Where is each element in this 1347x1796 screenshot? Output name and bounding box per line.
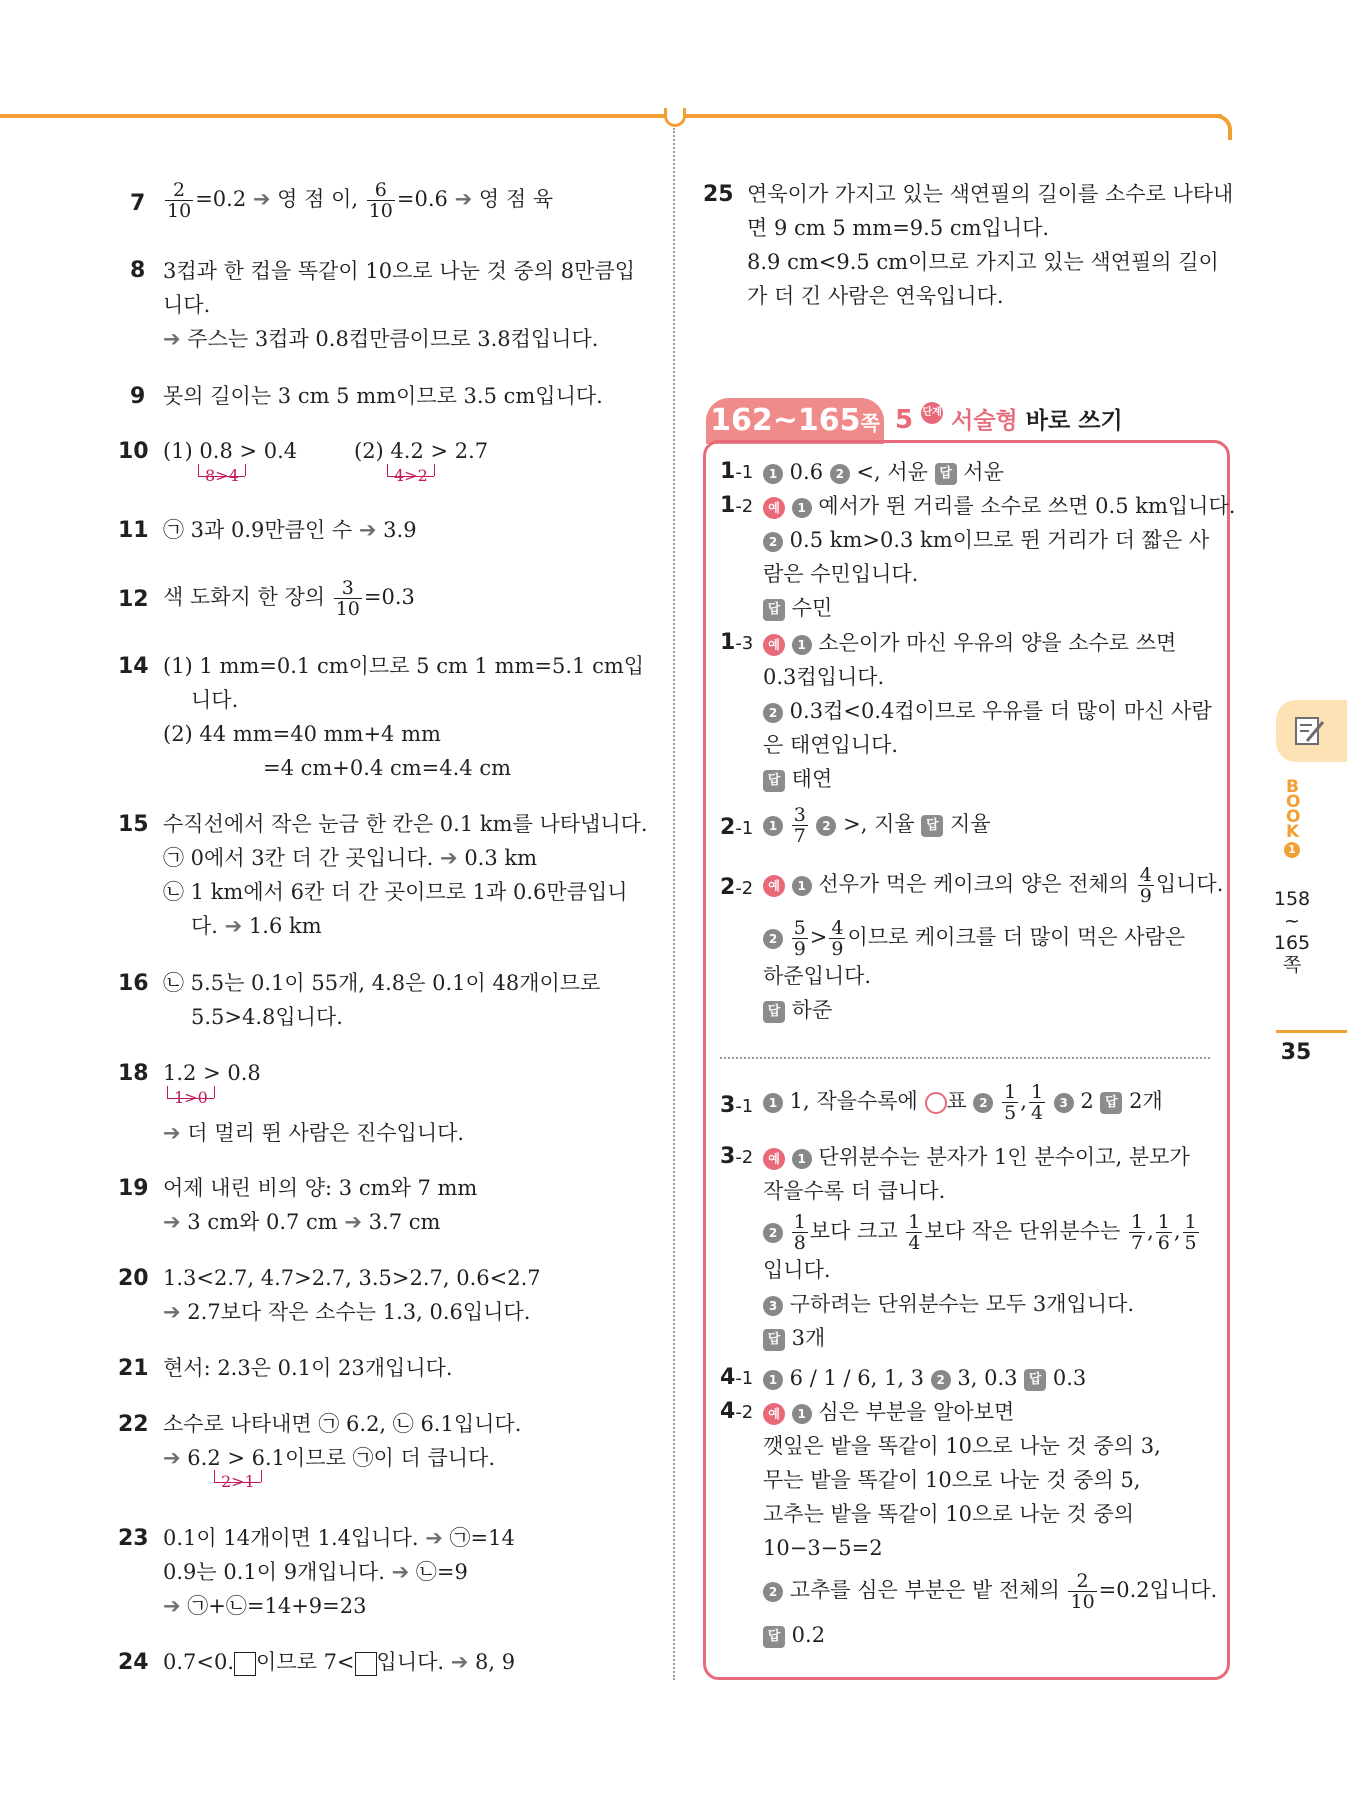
p1-1-number: 1-1: [720, 459, 754, 484]
p1-2-text: 예 1 예서가 뛴 거리를 소수로 쓰면 0.5 km입니다. 2 0.5 km>0.3 km이므로 뛴 거리가 더 짧은 사 람은 수민입니다. 답 수민: [763, 494, 1236, 620]
circle-mark-icon: [925, 1092, 947, 1114]
q11-number: 11: [118, 518, 149, 543]
p2-1-number: 2-1: [720, 815, 754, 840]
q10-part2: (2) 4.2 > 2.7: [354, 439, 489, 463]
p4-2-number: 4-2: [720, 1399, 754, 1424]
q24-number: 24: [118, 1650, 149, 1675]
q15-text: 수직선에서 작은 눈금 한 칸은 0.1 km를 나타냅니다. ㉠ 0에서 3칸 더 간 곳입니다. ➔ 0.3 km ㉡ 1 km에서 6칸 더 간 곳이므로 1과 0.6만큼입니 다. ➔ 1.6 km: [163, 812, 648, 938]
q22-number: 22: [118, 1412, 149, 1437]
q10-part1: (1) 0.8 > 0.4: [163, 439, 298, 463]
q18-compare: 1.2 > 0.8: [163, 1061, 261, 1085]
p4-2-text: 예 1 심은 부분을 알아보면 깻잎은 밭을 똑같이 10으로 나눈 것 중의 3, 무는 밭을 똑같이 10으로 나눈 것 중의 5, 고추는 밭을 똑같이 10으로 나눈 것 중의 10−3−5=2 2 고추를 심은 부분은 밭 전체의 $\frac{2}{10}$ =0.2입니다. 답 0.2: [763, 1400, 1218, 1647]
p1-3-number: 1-3: [720, 630, 754, 655]
page-number: 35: [1280, 1040, 1312, 1065]
top-border: [0, 114, 1222, 118]
book-label: BOOK 1: [1286, 777, 1301, 856]
q21-text: 현서: 2.3은 0.1이 23개입니다.: [163, 1356, 453, 1380]
q8-number: 8: [130, 258, 146, 283]
panel-divider: [720, 1057, 1210, 1059]
q10-under2: 4>2: [387, 464, 434, 477]
q20-number: 20: [118, 1266, 149, 1291]
side-divider: [1276, 1030, 1347, 1033]
q11-text: ㉠ 3과 0.9만큼인 수 ➔ 3.9: [163, 518, 417, 542]
q7-number: 7: [130, 191, 146, 216]
q14-number: 14: [118, 654, 149, 679]
section-tab: 162~165쪽: [706, 398, 884, 444]
q22-under: 2>1: [214, 1470, 261, 1483]
pencil-note-icon: [1293, 714, 1327, 748]
q19-text: 어제 내린 비의 양: 3 cm와 7 mm ➔ 3 cm와 0.7 cm ➔ 3.7 cm: [163, 1176, 478, 1234]
column-divider: [673, 128, 675, 1680]
q12-number: 12: [118, 587, 149, 612]
p3-2-number: 3-2: [720, 1144, 754, 1169]
q10-number: 10: [118, 439, 149, 464]
q24-text: 0.7<0. 이므로 7< 입니다. ➔ 8, 9: [163, 1650, 516, 1674]
q20-text: 1.3<2.7, 4.7>2.7, 3.5>2.7, 0.6<2.7 ➔ 2.7보다 작은 소수는 1.3, 0.6입니다.: [163, 1266, 541, 1324]
blank-box: [234, 1652, 256, 1676]
q8-text: 3컵과 한 컵을 똑같이 10으로 나눈 것 중의 8만큼입 니다. ➔ 주스는 3컵과 0.8컵만큼이므로 3.8컵입니다.: [163, 259, 635, 351]
top-notch: [664, 108, 686, 127]
q14-text: (1) 1 mm=0.1 cm이므로 5 cm 1 mm=5.1 cm입 니다. (2) 44 mm=40 mm+4 mm =4 cm+0.4 cm=4.4 cm: [163, 654, 645, 780]
p4-1-text: 1 6 / 1 / 6, 1, 3 2 3, 0.3 답 0.3: [763, 1361, 1086, 1395]
q7-text: $\frac{2}{10}$ =0.2 ➔ 영 점 이, $\frac{6}{10}$ =0.6 ➔ 영 점 육: [167, 179, 554, 222]
p2-1-text: 1 $\frac{3}{7}$ 2 >, 지율 답 지율: [763, 805, 991, 846]
q25-number: 25: [703, 182, 734, 207]
side-tab: [1276, 700, 1347, 762]
q9-number: 9: [130, 384, 146, 409]
q23-number: 23: [118, 1526, 149, 1551]
q16-number: 16: [118, 971, 149, 996]
p2-2-text: 예 1 선우가 먹은 케이크의 양은 전체의 $\frac{4}{9}$ 입니다. 2 $\frac{5}{9}$ > $\frac{4}{9}$ 이므로 케이크를 더 많이 먹은 사람은 하준입니다. 답 하준: [763, 864, 1224, 1022]
q19-number: 19: [118, 1176, 149, 1201]
p2-2-number: 2-2: [720, 875, 754, 900]
p4-1-number: 4-1: [720, 1365, 754, 1390]
q18-number: 18: [118, 1061, 149, 1086]
q22-text: 소수로 나타내면 ㉠ 6.2, ㉡ 6.1입니다. ➔ 6.2 > 6.1이므로 ㉠이 더 큽니다.: [163, 1412, 522, 1470]
p1-1-text: 1 0.6 2 <, 서윤 답 서윤: [763, 455, 1004, 489]
page-range: 158 ~ 165 쪽: [1273, 888, 1311, 976]
q25-text: 연욱이가 가지고 있는 색연필의 길이를 소수로 나타내 면 9 cm 5 mm=9.5 cm입니다. 8.9 cm<9.5 cm이므로 가지고 있는 색연필의 길이 가 더 긴 사람은 연욱입니다.: [747, 182, 1234, 308]
step-label: 단계: [921, 402, 943, 424]
q21-number: 21: [118, 1356, 149, 1381]
p3-2-text: 예 1 단위분수는 분자가 1인 분수이고, 분모가 작을수록 더 큽니다. 2 $\frac{1}{8}$ 보다 크고 $\frac{1}{4}$ 보다 작은 단위분수는 $\frac{1}{7}$ , $\frac{1}{6}$ , $\frac{1}{5}$ 입니다. 3 구하려는 단위분수는 모두 3개입니다. 답 3개: [763, 1145, 1197, 1350]
q15-number: 15: [118, 812, 149, 837]
section-heading: 5 단계 서술형 바로 쓰기: [895, 402, 1123, 439]
q10-under1: 8>4: [198, 464, 245, 477]
step-icon: 5: [895, 405, 914, 435]
p1-2-number: 1-2: [720, 493, 754, 518]
p3-1-number: 3-1: [720, 1093, 754, 1118]
blank-box: [355, 1652, 377, 1676]
q12-text: 색 도화지 한 장의 $\frac{3}{10}$ =0.3: [163, 577, 415, 620]
top-border-corner: [1210, 114, 1232, 140]
q23-text: 0.1이 14개이면 1.4입니다. ➔ ㉠=14 0.9는 0.1이 9개입니다. ➔ ㉡=9 ➔ ㉠+㉡=14+9=23: [163, 1526, 515, 1618]
q18-answer: ➔ 더 멀리 뛴 사람은 진수입니다.: [163, 1121, 465, 1145]
q18-under: 1>0: [167, 1086, 214, 1099]
q9-text: 못의 길이는 3 cm 5 mm이므로 3.5 cm입니다.: [163, 384, 603, 408]
p3-1-text: 1 1, 작을수록에 표 2 $\frac{1}{5}$ , $\frac{1}{4}$ 3 2 답 2개: [763, 1082, 1163, 1123]
p1-3-text: 예 1 소은이가 마신 우유의 양을 소수로 쓰면 0.3컵입니다. 2 0.3컵<0.4컵이므로 우유를 더 많이 마신 사람 은 태연입니다. 답 태연: [763, 631, 1212, 791]
q16-text: ㉡ 5.5는 0.1이 55개, 4.8은 0.1이 48개이므로 5.5>4.8입니다.: [163, 971, 601, 1029]
